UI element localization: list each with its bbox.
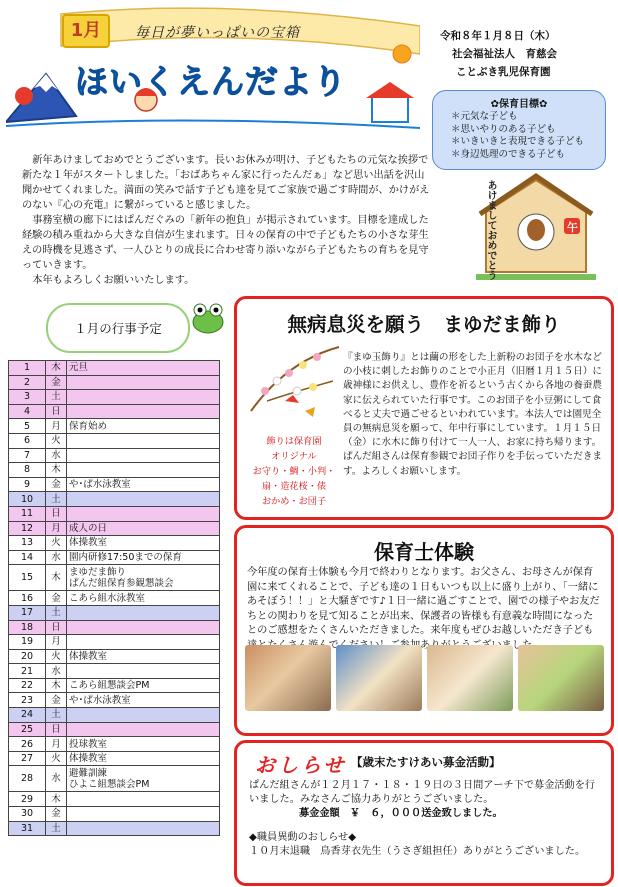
schedule-weekday: 日 bbox=[46, 620, 67, 635]
schedule-weekday: 金 bbox=[46, 375, 67, 390]
schedule-event bbox=[67, 635, 220, 650]
goals-title: ✿保育目標✿ bbox=[490, 99, 548, 110]
schedule-row bbox=[9, 635, 220, 650]
schedule-day: 23 bbox=[9, 693, 46, 708]
schedule-row bbox=[9, 492, 220, 507]
schedule-event bbox=[67, 375, 220, 390]
schedule-day: 2 bbox=[9, 375, 46, 390]
schedule-day: 16 bbox=[9, 591, 46, 606]
issuer-block bbox=[440, 27, 610, 81]
schedule-row bbox=[9, 678, 220, 693]
schedule-day: 24 bbox=[9, 708, 46, 723]
schedule-event bbox=[67, 605, 220, 620]
side-note-line: お守り・鯛・小判・ bbox=[252, 466, 336, 477]
schedule-event bbox=[67, 620, 220, 635]
schedule-event: 保育始め bbox=[67, 419, 220, 434]
schedule-day: 22 bbox=[9, 678, 46, 693]
schedule-weekday: 水 bbox=[46, 550, 67, 565]
schedule-event: まゆだま飾り ぱんだ組保育参観懇談会 bbox=[67, 565, 220, 591]
hoikushi-section bbox=[234, 525, 614, 736]
schedule-day: 6 bbox=[9, 433, 46, 448]
schedule-row bbox=[9, 390, 220, 405]
schedule-row bbox=[9, 550, 220, 565]
schedule-day: 28 bbox=[9, 766, 46, 792]
hoikushi-body: 今年度の保育士体験も今月で終わりとなります。お父さん、お母さんが保育園に来てくれることで、子ども達の１日もいつも以上に盛り上がり、「一緒にあそぼう！！」と大騒ぎです♪１日一緒に過ごすことで、園での様子やお友だちとの関わりを見て知ることが出来、保護者の皆様も有意義な時間になったとのご感想をたくさんいただきました。来年度もぜひお越しいただき子ども で 加あり し bbox=[247, 567, 600, 651]
schedule-event bbox=[67, 821, 220, 836]
schedule-day: 27 bbox=[9, 751, 46, 766]
schedule-title: １月の行事予定 bbox=[74, 321, 162, 336]
schedule-weekday: 木 bbox=[46, 565, 67, 591]
frog-icon bbox=[190, 300, 226, 336]
intro-paragraph: 本年もよろしくお願いいたします。 bbox=[32, 275, 195, 286]
schedule-weekday: 木 bbox=[46, 678, 67, 693]
schedule-day: 25 bbox=[9, 722, 46, 737]
schedule-row bbox=[9, 404, 220, 419]
schedule-day: 15 bbox=[9, 565, 46, 591]
schedule-event bbox=[67, 722, 220, 737]
schedule-weekday: 水 bbox=[46, 766, 67, 792]
schedule-event: や･ぱ水泳教室 bbox=[67, 693, 220, 708]
photo-4 bbox=[518, 645, 604, 711]
ema-tag: 午 bbox=[567, 221, 578, 234]
schedule-weekday: 土 bbox=[46, 492, 67, 507]
schedule-row bbox=[9, 521, 220, 536]
schedule-weekday: 金 bbox=[46, 693, 67, 708]
schedule-weekday: 月 bbox=[46, 521, 67, 536]
schedule-row bbox=[9, 821, 220, 836]
schedule-event: 体操教室 bbox=[67, 536, 220, 551]
schedule-day: 21 bbox=[9, 664, 46, 679]
schedule-event bbox=[67, 506, 220, 521]
schedule-row bbox=[9, 792, 220, 807]
notice-line: ◆職員異動のおしらせ◆ bbox=[249, 832, 357, 843]
schedule-row bbox=[9, 751, 220, 766]
schedule-event: こあら組水泳教室 bbox=[67, 591, 220, 606]
schedule-day: 18 bbox=[9, 620, 46, 635]
schedule-day: 4 bbox=[9, 404, 46, 419]
schedule-row bbox=[9, 620, 220, 635]
schedule-weekday: 水 bbox=[46, 448, 67, 463]
schedule-row bbox=[9, 506, 220, 521]
schedule-day: 9 bbox=[9, 477, 46, 492]
notice-line: ぱんだ組さんが１２月１７・１８・１９日の３日間アーチ下で募金活動を行いました。みなさんご協力ありがとうございました。 bbox=[249, 780, 596, 805]
schedule-row bbox=[9, 737, 220, 752]
schedule-weekday: 月 bbox=[46, 635, 67, 650]
schedule-row bbox=[9, 807, 220, 822]
schedule-event bbox=[67, 708, 220, 723]
schedule-event: 園内研修17:50までの保育 bbox=[67, 550, 220, 565]
side-note-line: おかめ・お団子 bbox=[261, 496, 327, 507]
schedule-day: 30 bbox=[9, 807, 46, 822]
schedule-weekday: 日 bbox=[46, 722, 67, 737]
schedule-weekday: 月 bbox=[46, 737, 67, 752]
schedule-weekday: 土 bbox=[46, 605, 67, 620]
schedule-weekday: 火 bbox=[46, 433, 67, 448]
org-name: 社会福祉法人 育慈会 bbox=[452, 48, 557, 60]
schedule-day: 13 bbox=[9, 536, 46, 551]
ema-greeting: あけましておめでとう bbox=[485, 180, 496, 280]
notice-label: おしらせ bbox=[255, 753, 347, 777]
schedule-weekday: 日 bbox=[46, 404, 67, 419]
schedule-day: 11 bbox=[9, 506, 46, 521]
goals-box bbox=[432, 90, 606, 170]
schedule-event bbox=[67, 433, 220, 448]
schedule-row bbox=[9, 708, 220, 723]
notice-subtitle: 【歳末たすけあい募金活動】 bbox=[351, 755, 501, 769]
schedule-event bbox=[67, 448, 220, 463]
schedule-weekday: 木 bbox=[46, 792, 67, 807]
schedule-weekday: 日 bbox=[46, 506, 67, 521]
mayudama-side-note bbox=[249, 434, 339, 509]
schedule-weekday: 火 bbox=[46, 649, 67, 664]
schedule-day: 19 bbox=[9, 635, 46, 650]
side-note-line: 扇・造花桜・俵 bbox=[261, 481, 327, 492]
schedule-table bbox=[8, 360, 220, 836]
schedule-row bbox=[9, 605, 220, 620]
photo-1 bbox=[245, 645, 331, 711]
goal-item: ＊いきいきと表現できる子ども bbox=[451, 136, 585, 147]
schedule-event: 元旦 bbox=[67, 361, 220, 376]
schedule-weekday: 火 bbox=[46, 536, 67, 551]
schedule-day: 12 bbox=[9, 521, 46, 536]
school-name: ことぶき乳児保育園 bbox=[456, 66, 551, 78]
goal-item: ＊思いやりのある子ども bbox=[451, 123, 556, 135]
schedule-event bbox=[67, 792, 220, 807]
schedule-day: 26 bbox=[9, 737, 46, 752]
schedule-row bbox=[9, 664, 220, 679]
schedule-event bbox=[67, 463, 220, 478]
schedule-row bbox=[9, 766, 220, 792]
schedule-row bbox=[9, 361, 220, 376]
schedule-row bbox=[9, 463, 220, 478]
month-flag: 1月 bbox=[62, 14, 110, 48]
goal-item: ＊元気な子ども bbox=[451, 111, 518, 122]
schedule-day: 29 bbox=[9, 792, 46, 807]
schedule-event: こあら組懇談会PM bbox=[67, 678, 220, 693]
schedule-day: 5 bbox=[9, 419, 46, 434]
schedule-row bbox=[9, 433, 220, 448]
schedule-weekday: 土 bbox=[46, 708, 67, 723]
hoikushi-title: 保育士体験 bbox=[374, 540, 474, 564]
schedule-title-box bbox=[46, 303, 190, 353]
schedule-day: 10 bbox=[9, 492, 46, 507]
notice-section bbox=[234, 740, 614, 886]
schedule-row bbox=[9, 536, 220, 551]
schedule-day: 1 bbox=[9, 361, 46, 376]
schedule-day: 8 bbox=[9, 463, 46, 478]
side-note-line: オリジナル bbox=[271, 451, 317, 462]
donation-amount: 募金金額 ￥ ６，０００送金致しました。 bbox=[299, 808, 503, 819]
schedule-weekday: 金 bbox=[46, 477, 67, 492]
schedule-event bbox=[67, 807, 220, 822]
schedule-weekday: 土 bbox=[46, 390, 67, 405]
schedule-event: や･ぱ水泳教室 bbox=[67, 477, 220, 492]
schedule-event: 体操教室 bbox=[67, 751, 220, 766]
issue-date: 令和８年１月８日（木） bbox=[440, 30, 556, 42]
schedule-weekday: 火 bbox=[46, 751, 67, 766]
schedule-row bbox=[9, 722, 220, 737]
goals-list bbox=[451, 111, 584, 161]
side-note-line: 飾りは保育園 bbox=[266, 436, 322, 447]
intro-paragraph: 新年あけましておめでとうございます。長いお休みが明け、子どもたちの元気な挨拶で新たな１年がスタートしました。「おばあちゃん家に行ったんだぁ」など思い出話を沢山聞かせてくれました。満面の笑みで話す子ども達を見てご家族で過ごす時間が、かけがえのない『心の充電』に繋がっていると感じました。 bbox=[22, 155, 430, 211]
mayudama-body: 『まゆ玉飾り』とは繭の形をした上新粉のお団子を水木などの小枝に刺したお飾りのことで小正月（旧暦１月１５日）に歳神様にお供えし、豊作を祈るという古くから各地の養蚕農家に伝えられていた行事です。このお団子を小豆粥にして食べると丈夫で過ごせるといわれています。本法人では園児全員の無病息災を願って、年中行事にしています。１月１５日（金）に水木に飾り付けて一人一人、お家に持ち帰ります。ぱんだ組さんは保育参観でお団子作りを手伝っていただきます。よろしくお願いします。 bbox=[343, 352, 603, 477]
schedule-row bbox=[9, 477, 220, 492]
newsletter-title: ほいくえんだより bbox=[75, 62, 347, 101]
schedule-row bbox=[9, 448, 220, 463]
schedule-weekday: 金 bbox=[46, 807, 67, 822]
schedule-event bbox=[67, 390, 220, 405]
notice-line: １０月末退職 鳥香芽衣先生（うさぎ組担任）ありがとうございました。 bbox=[249, 846, 586, 857]
notice-header bbox=[247, 749, 607, 777]
mayudama-title: 無病息災を願う まゆだま飾り bbox=[287, 313, 561, 336]
schedule-weekday: 土 bbox=[46, 821, 67, 836]
notice-body bbox=[249, 779, 605, 859]
schedule-row bbox=[9, 375, 220, 390]
schedule-row bbox=[9, 693, 220, 708]
schedule-weekday: 月 bbox=[46, 419, 67, 434]
schedule-event: 体操教室 bbox=[67, 649, 220, 664]
mayudama-branch-icon bbox=[247, 341, 343, 431]
schedule-day: 7 bbox=[9, 448, 46, 463]
schedule-event bbox=[67, 404, 220, 419]
schedule-weekday: 水 bbox=[46, 664, 67, 679]
schedule-event bbox=[67, 664, 220, 679]
schedule-event: 投球教室 bbox=[67, 737, 220, 752]
schedule-day: 3 bbox=[9, 390, 46, 405]
mayudama-section bbox=[234, 296, 614, 520]
goal-item: ＊身辺処理のできる子ども bbox=[451, 148, 566, 160]
photo-3 bbox=[427, 645, 513, 711]
intro-text bbox=[22, 153, 430, 288]
schedule-row bbox=[9, 419, 220, 434]
schedule-day: 20 bbox=[9, 649, 46, 664]
schedule-event: 成人の日 bbox=[67, 521, 220, 536]
schedule-event: 避難訓練 ひよこ組懇談会PM bbox=[67, 766, 220, 792]
schedule-day: 31 bbox=[9, 821, 46, 836]
ema-illustration bbox=[476, 172, 596, 287]
schedule-row bbox=[9, 649, 220, 664]
schedule-day: 14 bbox=[9, 550, 46, 565]
schedule-row bbox=[9, 565, 220, 591]
intro-paragraph: 事務室横の廊下にはぱんだぐみの「新年の抱負」が掲示されています。目標を達成した経験の積み重ねから大きな自信が生まれます。日々の保育の中で子どもたちの小さな芽生えの時機を見逃さず、一人ひとりの成長に合わせ寄り添いながら子どもたちの育ちを見守っていきます。 bbox=[22, 215, 429, 271]
masthead-subtitle: 毎日が夢いっぱいの宝箱 bbox=[135, 25, 300, 41]
schedule-event bbox=[67, 492, 220, 507]
schedule-row bbox=[9, 591, 220, 606]
schedule-weekday: 木 bbox=[46, 361, 67, 376]
photo-2 bbox=[336, 645, 422, 711]
schedule-day: 17 bbox=[9, 605, 46, 620]
schedule-weekday: 金 bbox=[46, 591, 67, 606]
schedule-weekday: 木 bbox=[46, 463, 67, 478]
